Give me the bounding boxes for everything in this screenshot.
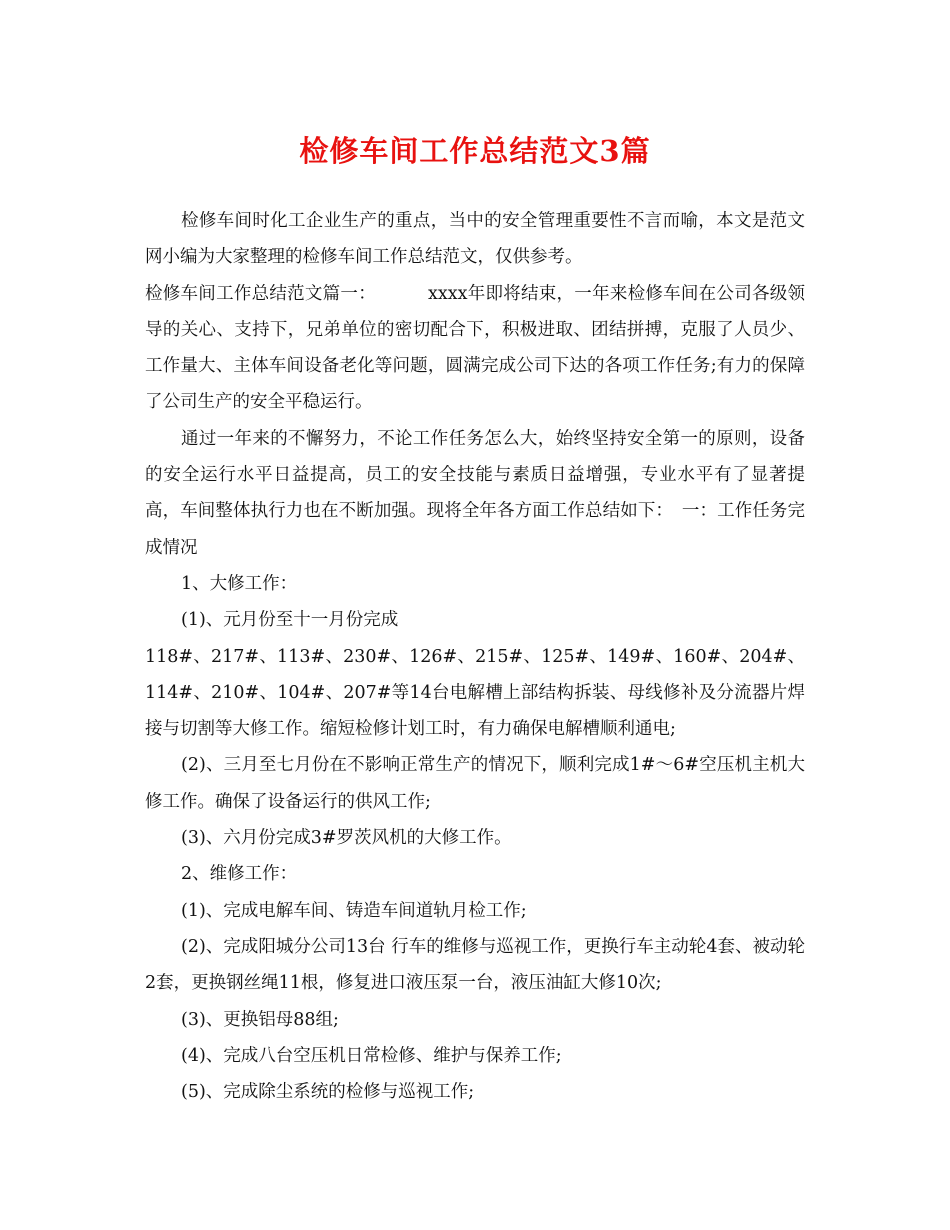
item-2-1: (1)、完成电解车间、铸造车间道轨月检工作;	[181, 900, 527, 921]
section-1-heading: 1、大修工作：	[181, 573, 298, 594]
paragraph-2: 通过一年来的不懈努力，不论工作任务怎么大，始终坚持安全第一的原则，设备的安全运行水平日益提高，员工的安全技能与素质日益增强，专业水平有了显著提高，车间整体执行力也在不断加强。现将全年各方面工作总结如下： 一：工作任务完成情况	[145, 428, 805, 558]
item-1-2: (2)、三月至七月份在不影响正常生产的情况下，顺利完成1#～6#空压机主机大修工作。确保了设备运行的供风工作;	[145, 755, 805, 812]
item-2-5: (5)、完成除尘系统的检修与巡视工作;	[181, 1082, 475, 1103]
item-2-3: (3)、更换铝母88组;	[181, 1009, 339, 1030]
document-body	[145, 203, 805, 1110]
section-2-heading: 2、维修工作：	[181, 864, 298, 885]
item-1-1-continuation: 118#、217#、113#、230#、126#、215#、125#、149#、160#、204#、114#、210#、104#、207#等14台电解槽上部结构拆装、母线修补及分流器片焊接与切割等大修工作。缩短检修计划工时，有力确保电解槽顺利通电;	[145, 646, 805, 740]
item-2-4: (4)、完成八台空压机日常检修、维护与保养工作;	[181, 1045, 562, 1066]
item-2-2: (2)、完成阳城分公司13台 行车的维修与巡视工作，更换行车主动轮4套、被动轮2套，更换钢丝绳11根，修复进口液压泵一台，液压油缸大修10次;	[145, 936, 805, 994]
item-1-1: (1)、元月份至十一月份完成	[181, 610, 399, 631]
document-title: 检修车间工作总结范文3篇	[299, 134, 651, 168]
part1-paragraph	[145, 276, 805, 421]
part1-heading: 检修车间工作总结范文篇一：	[145, 283, 376, 304]
item-1-3: (3)、六月份完成3#罗茨风机的大修工作。	[181, 828, 512, 849]
part1-text: xxxx年即将结束，一年来检修车间在公司各级领导的关心、支持下，兄弟单位的密切配合下，积极进取、团结拼搏，克服了人员少、工作量大、主体车间设备老化等问题，圆满完成公司下达的各项工作任务;有力的保障了公司生产的安全平稳运行。	[145, 283, 806, 413]
intro-paragraph: 检修车间时化工企业生产的重点，当中的安全管理重要性不言而喻，本文是范文网小编为大家整理的检修车间工作总结范文，仅供参考。	[145, 211, 805, 268]
